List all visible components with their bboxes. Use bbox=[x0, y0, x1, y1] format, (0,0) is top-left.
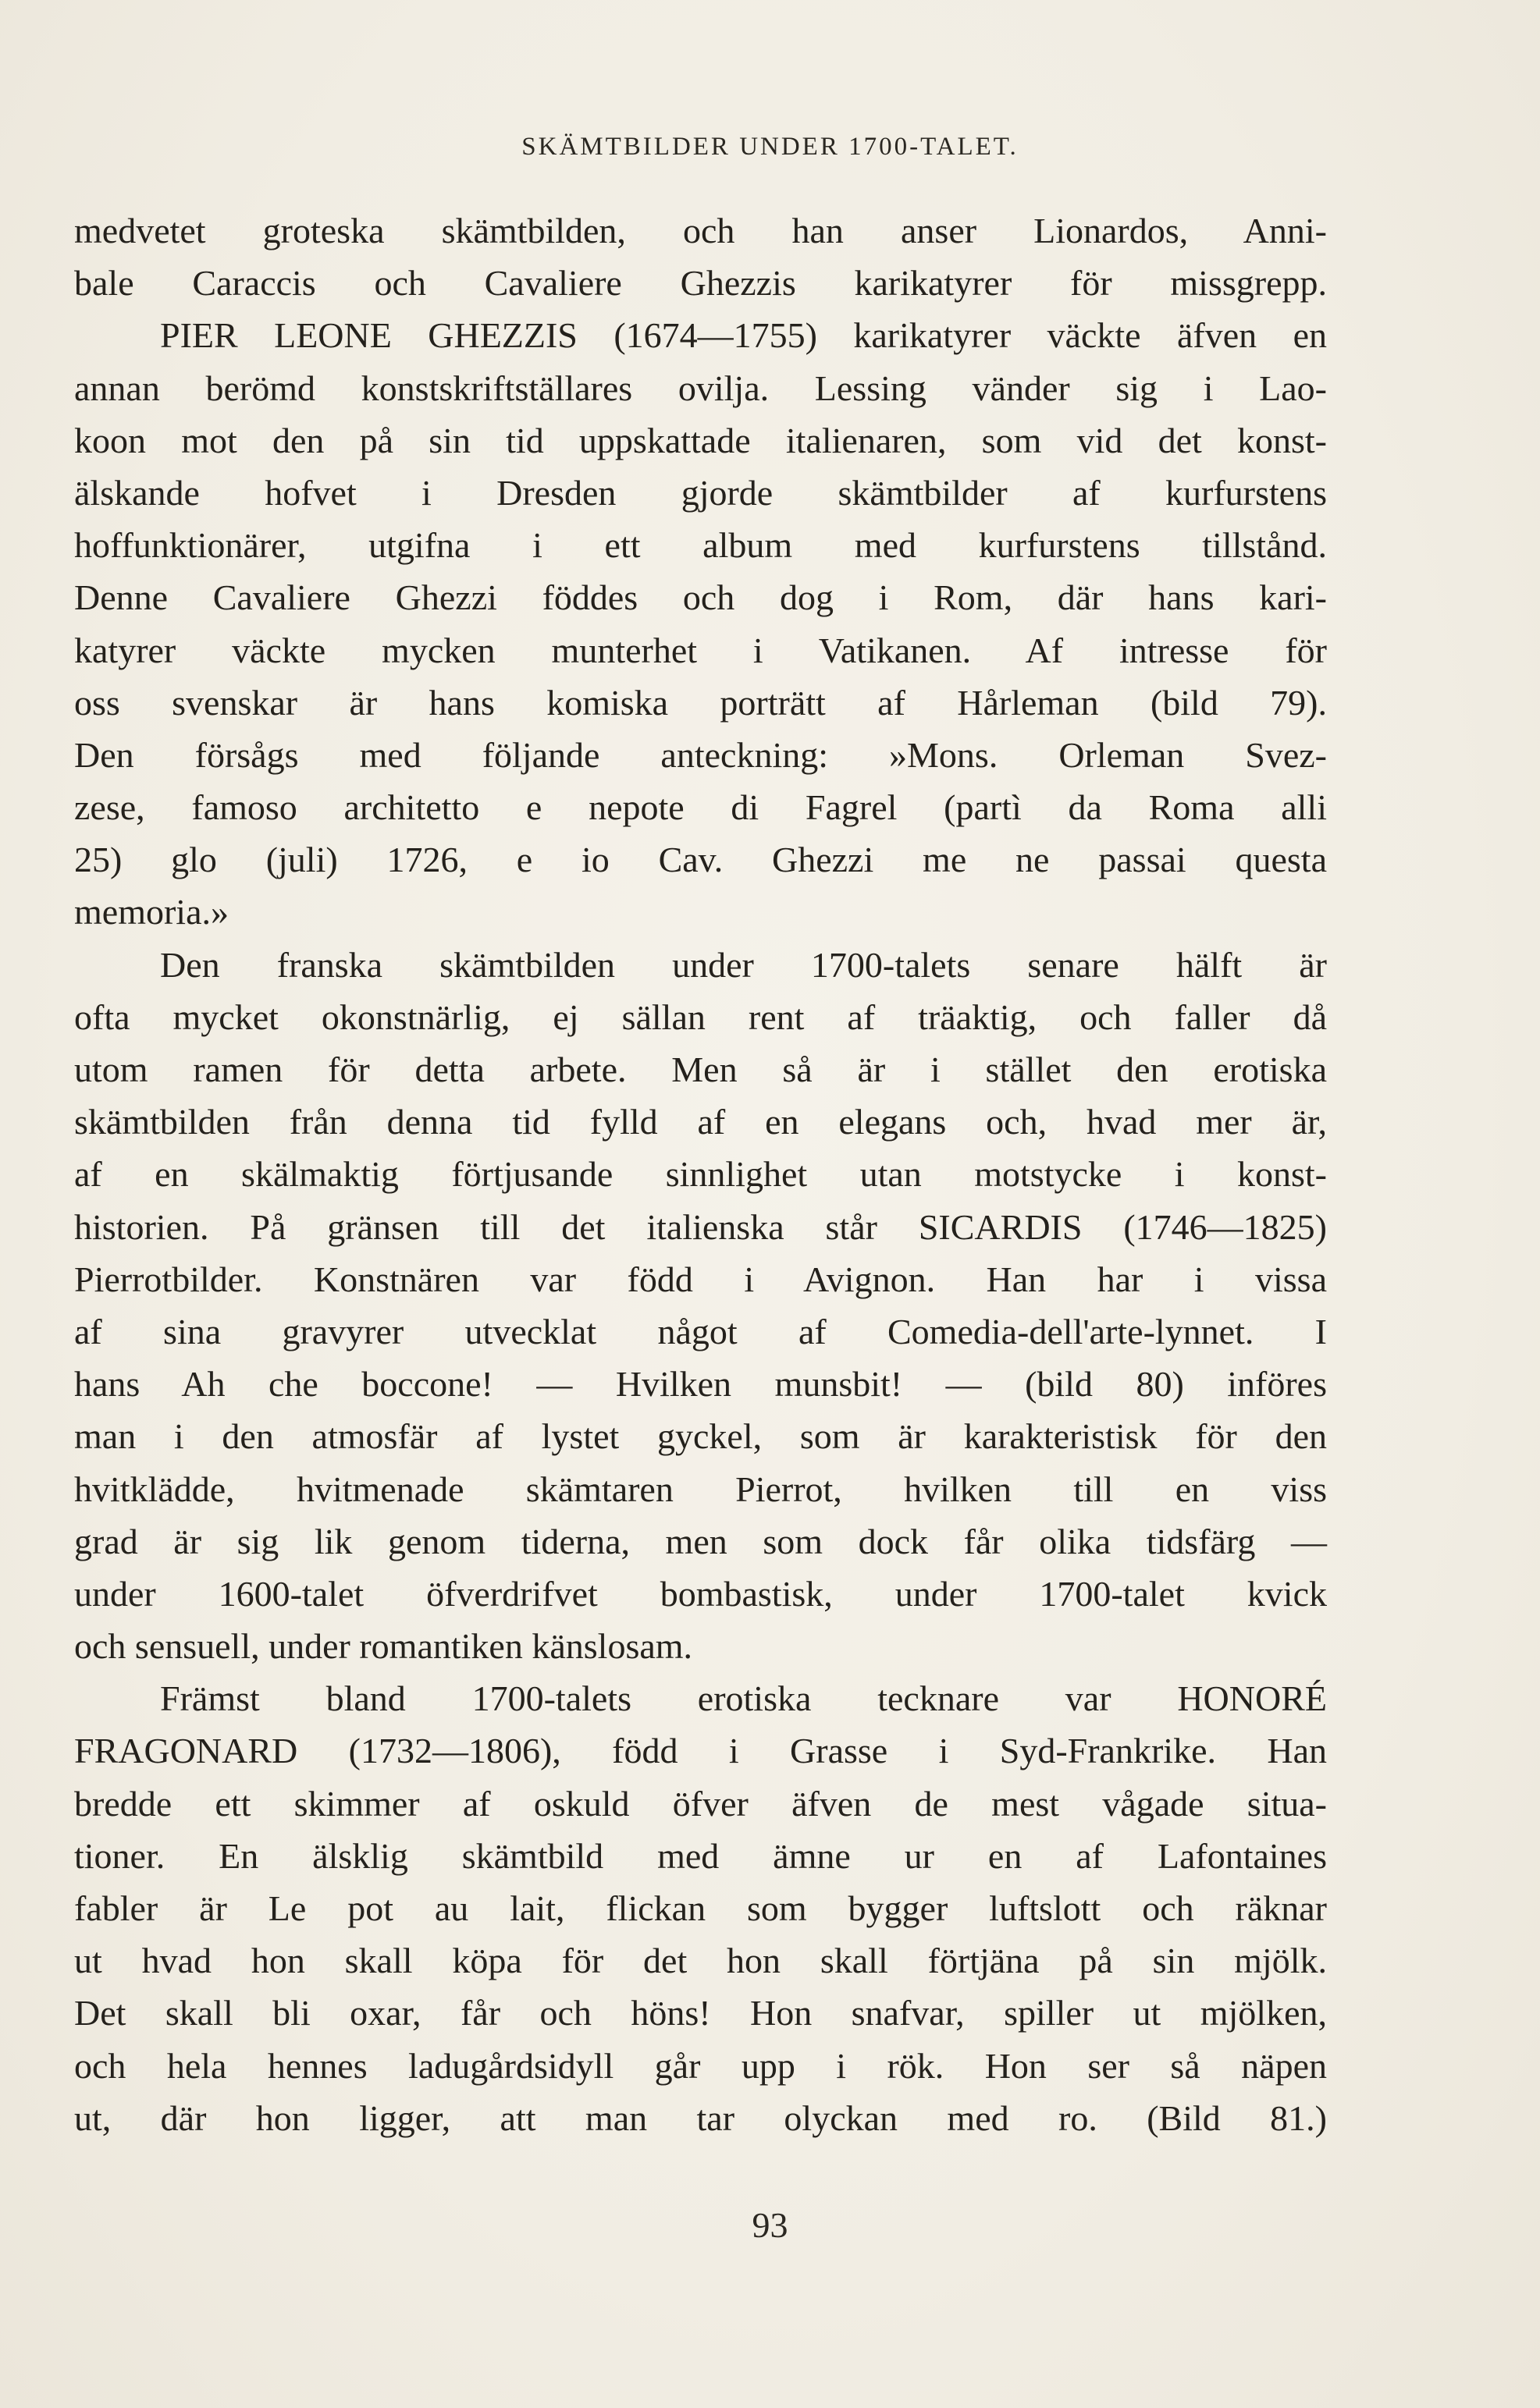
text-line: ut, där hon ligger, att man tar olyckan med ro. (Bild 81.) bbox=[74, 2097, 1327, 2138]
text-line: skämtbilden från denna tid fylld af en elegans och, hvad mer är, bbox=[74, 1102, 1327, 1142]
text-line: älskande hofvet i Dresden gjorde skämtbilder af kurfurstens bbox=[74, 472, 1327, 513]
text-line: grad är sig lik genom tiderna, men som dock får olika tidsfärg — bbox=[74, 1521, 1327, 1561]
text-line: koon mot den på sin tid uppskattade italienaren, som vid det konst- bbox=[74, 420, 1327, 460]
text-line: Den franska skämtbilden under 1700-talets senare hälft är bbox=[160, 944, 1327, 985]
text-line: FRAGONARD (1732—1806), född i Grasse i Syd-Frankrike. Han bbox=[74, 1731, 1327, 1771]
text-line: bredde ett skimmer af oskuld öfver äfven de mest vågade situa- bbox=[74, 1783, 1327, 1824]
text-line: tioner. En älsklig skämtbild med ämne ur en af Lafontaines bbox=[74, 1835, 1327, 1876]
text-line: Främst bland 1700-talets erotiska tecknare var HONORÉ bbox=[160, 1678, 1327, 1719]
text-line: af sina gravyrer utvecklat något af Comedia-dell'arte-lynnet. I bbox=[74, 1311, 1327, 1351]
text-line: och hela hennes ladugårdsidyll går upp i rök. Hon ser så näpen bbox=[74, 2045, 1327, 2086]
text-line: bale Caraccis och Cavaliere Ghezzis karikatyrer för missgrepp. bbox=[74, 263, 1327, 304]
body-text bbox=[74, 204, 1327, 2144]
text-line: ut hvad hon skall köpa för det hon skall förtjäna på sin mjölk. bbox=[74, 1941, 1327, 1981]
text-line: af en skälmaktig förtjusande sinnlighet utan motstycke i konst- bbox=[74, 1154, 1327, 1195]
text-line: medvetet groteska skämtbilden, och han anser Lionardos, Anni- bbox=[74, 211, 1327, 250]
text-line: zese, famoso architetto e nepote di Fagrel (partì da Roma alli bbox=[74, 787, 1327, 828]
text-line: hans Ah che boccone! — Hvilken munsbit! — (bild 80) införes bbox=[74, 1364, 1327, 1405]
text-line: annan berömd konstskriftställares ovilja. Lessing vänder sig i Lao- bbox=[74, 368, 1327, 408]
text-line: memoria.» bbox=[74, 892, 229, 932]
text-line: under 1600-talet öfverdrifvet bombastisk, under 1700-talet kvick bbox=[74, 1573, 1327, 1614]
text-line: oss svenskar är hans komiska porträtt af Hårleman (bild 79). bbox=[74, 682, 1327, 723]
text-line: ofta mycket okonstnärlig, ej sällan rent af träaktig, och faller då bbox=[74, 996, 1327, 1037]
text-line: man i den atmosfär af lystet gyckel, som är karakteristisk för den bbox=[74, 1416, 1327, 1457]
text-line: PIER LEONE GHEZZIS (1674—1755) karikatyrer väckte äfven en bbox=[160, 315, 1327, 356]
text-line: katyrer väckte mycken munterhet i Vatikanen. Af intresse för bbox=[74, 630, 1327, 670]
text-line: 25) glo (juli) 1726, e io Cav. Ghezzi me ne passai questa bbox=[74, 840, 1327, 880]
text-line: Den försågs med följande anteckning: »Mons. Orleman Svez- bbox=[74, 734, 1327, 775]
text-line: Denne Cavaliere Ghezzi föddes och dog i Rom, där hans kari- bbox=[74, 577, 1327, 618]
text-line: fabler är Le pot au lait, flickan som bygger luftslott och räknar bbox=[74, 1888, 1327, 1928]
text-line: Pierrotbilder. Konstnären var född i Avignon. Han har i vissa bbox=[74, 1259, 1327, 1299]
running-head: SKÄMTBILDER UNDER 1700-TALET. bbox=[521, 133, 1019, 161]
text-line: hvitklädde, hvitmenade skämtaren Pierrot, hvilken till en viss bbox=[74, 1469, 1327, 1509]
page-number: 93 bbox=[752, 2205, 788, 2245]
text-line: Det skall bli oxar, får och höns! Hon snafvar, spiller ut mjölken, bbox=[74, 1993, 1327, 2033]
text-line: historien. På gränsen till det italienska står SICARDIS (1746—1825) bbox=[74, 1206, 1327, 1247]
text-line: hoffunktionärer, utgifna i ett album med kurfurstens tillstånd. bbox=[74, 525, 1327, 566]
text-line: och sensuell, under romantiken känslosam. bbox=[74, 1626, 693, 1667]
text-line: utom ramen för detta arbete. Men så är i stället den erotiska bbox=[74, 1050, 1327, 1089]
